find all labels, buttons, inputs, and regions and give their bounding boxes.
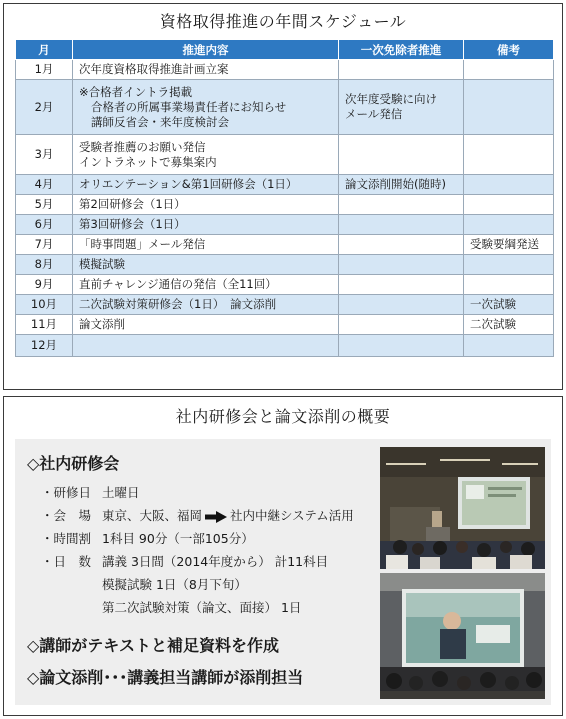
training-timetable-item xyxy=(27,527,377,550)
item-label: ・時間割 xyxy=(41,531,92,546)
right-arrow-icon xyxy=(205,511,227,523)
exempt-cell xyxy=(339,195,464,215)
month-cell: 8月 xyxy=(16,255,73,275)
month-cell: 12月 xyxy=(16,335,73,357)
item-value xyxy=(102,504,354,527)
month-cell: 7月 xyxy=(16,235,73,255)
note-cell xyxy=(464,195,554,215)
overview-title: 社内研修会と論文添削の概要 xyxy=(175,407,391,426)
header-exempt: 一次免除者推進 xyxy=(339,40,464,60)
content-cell xyxy=(73,275,339,295)
header-note: 備考 xyxy=(464,40,554,60)
item-value: 第二次試験対策（論文、面接） 1日 xyxy=(102,600,302,615)
venue-system: 社内中継システム活用 xyxy=(230,508,354,523)
cell-line: 受験者推薦のお願い発信 xyxy=(79,139,206,154)
cell-line: 合格者の所属事業場責任者にお知らせ xyxy=(91,99,287,114)
note-cell xyxy=(464,295,554,315)
schedule-row xyxy=(16,60,554,80)
content-cell xyxy=(73,60,339,80)
exempt-cell xyxy=(339,255,464,275)
relay-session-photo xyxy=(380,573,545,699)
month-cell: 2月 xyxy=(16,80,73,135)
note-cell xyxy=(464,175,554,195)
training-heading: ◇社内研修会 xyxy=(27,454,120,473)
schedule-row xyxy=(16,255,554,275)
schedule-row xyxy=(16,215,554,235)
note-cell xyxy=(464,275,554,295)
cell-line: 次年度資格取得推進計画立案 xyxy=(79,62,229,76)
content-cell xyxy=(73,175,339,195)
item-label: ・研修日 xyxy=(41,485,92,500)
exempt-cell xyxy=(339,60,464,80)
training-days-continuation xyxy=(27,596,377,619)
item-value: 土曜日 xyxy=(102,485,140,500)
item-label: ・会 場 xyxy=(41,508,92,523)
exempt-cell xyxy=(339,235,464,255)
exempt-cell xyxy=(339,175,464,195)
item-value: 1科目 90分（一部105分） xyxy=(102,531,254,546)
schedule-row xyxy=(16,275,554,295)
exempt-cell xyxy=(339,275,464,295)
training-days-item xyxy=(27,550,377,573)
cell-line: 講師反省会・来年度検討会 xyxy=(91,114,229,129)
overview-section xyxy=(3,396,563,716)
training-days-continuation xyxy=(27,573,377,596)
overview-text xyxy=(27,451,377,691)
note-cell xyxy=(464,235,554,255)
exempt-cell xyxy=(339,295,464,315)
item-value: 講義 3日間（2014年度から） 計11科目 xyxy=(102,554,329,569)
note-cell xyxy=(464,80,554,135)
seminar-photo xyxy=(380,447,545,569)
header-content: 推進内容 xyxy=(73,40,339,60)
cell-line: 論文添削 xyxy=(79,317,125,331)
exempt-cell xyxy=(339,315,464,335)
schedule-row xyxy=(16,295,554,315)
content-cell xyxy=(73,80,339,135)
cell-line: 第2回研修会（1日） xyxy=(79,197,186,211)
cell-line: 一次試験 xyxy=(470,297,516,311)
exempt-cell xyxy=(339,135,464,175)
content-cell xyxy=(73,135,339,175)
cell-line: 「時事問題」メール発信 xyxy=(79,237,206,251)
month-cell: 4月 xyxy=(16,175,73,195)
content-cell xyxy=(73,295,339,315)
schedule-header-row xyxy=(16,40,554,60)
schedule-row xyxy=(16,195,554,215)
overview-panel xyxy=(15,439,551,705)
schedule-row xyxy=(16,175,554,195)
month-cell: 1月 xyxy=(16,60,73,80)
training-day-item xyxy=(27,481,377,504)
content-cell xyxy=(73,315,339,335)
month-cell: 9月 xyxy=(16,275,73,295)
essay-correction-heading: ◇論文添削･･･講義担当講師が添削担当 xyxy=(27,668,304,687)
note-cell xyxy=(464,315,554,335)
cell-line: イントラネットで募集案内 xyxy=(79,154,217,169)
schedule-section xyxy=(3,3,563,390)
schedule-row xyxy=(16,135,554,175)
content-cell xyxy=(73,235,339,255)
content-cell xyxy=(73,195,339,215)
note-cell xyxy=(464,335,554,357)
month-cell: 6月 xyxy=(16,215,73,235)
content-cell xyxy=(73,335,339,357)
content-cell xyxy=(73,215,339,235)
training-venue-item xyxy=(27,504,377,527)
cell-line: 論文添削開始(随時) xyxy=(345,177,446,191)
note-cell xyxy=(464,255,554,275)
header-month: 月 xyxy=(16,40,73,60)
schedule-table xyxy=(15,39,554,357)
cell-line: 受験要綱発送 xyxy=(470,237,539,251)
venue-cities: 東京、大阪、福岡 xyxy=(102,508,203,523)
exempt-cell xyxy=(339,80,464,135)
schedule-row xyxy=(16,235,554,255)
month-cell: 3月 xyxy=(16,135,73,175)
month-cell: 5月 xyxy=(16,195,73,215)
note-cell xyxy=(464,60,554,80)
schedule-row xyxy=(16,315,554,335)
cell-line: 第3回研修会（1日） xyxy=(79,217,186,231)
cell-line: 二次試験 xyxy=(470,317,516,331)
exempt-cell xyxy=(339,215,464,235)
cell-line: 次年度受験に向け xyxy=(345,92,437,106)
cell-line: ※合格者イントラ掲載 xyxy=(79,84,193,99)
cell-line: 模擬試験 xyxy=(79,257,125,271)
schedule-row xyxy=(16,80,554,135)
cell-line: オリエンテーション&第1回研修会（1日） xyxy=(79,177,298,191)
month-cell: 11月 xyxy=(16,315,73,335)
note-cell xyxy=(464,215,554,235)
cell-line: 二次試験対策研修会（1日） 論文添削 xyxy=(79,297,277,311)
item-value: 模擬試験 1日（8月下旬） xyxy=(102,577,247,592)
schedule-title: 資格取得推進の年間スケジュール xyxy=(159,12,407,31)
schedule-row xyxy=(16,335,554,357)
cell-line: メール発信 xyxy=(345,107,403,121)
instructor-heading: ◇講師がテキストと補足資料を作成 xyxy=(27,636,279,655)
content-cell xyxy=(73,255,339,275)
cell-line: 直前チャレンジ通信の発信（全11回） xyxy=(79,277,277,291)
month-cell: 10月 xyxy=(16,295,73,315)
item-label: ・日 数 xyxy=(41,554,92,569)
exempt-cell xyxy=(339,335,464,357)
note-cell xyxy=(464,135,554,175)
